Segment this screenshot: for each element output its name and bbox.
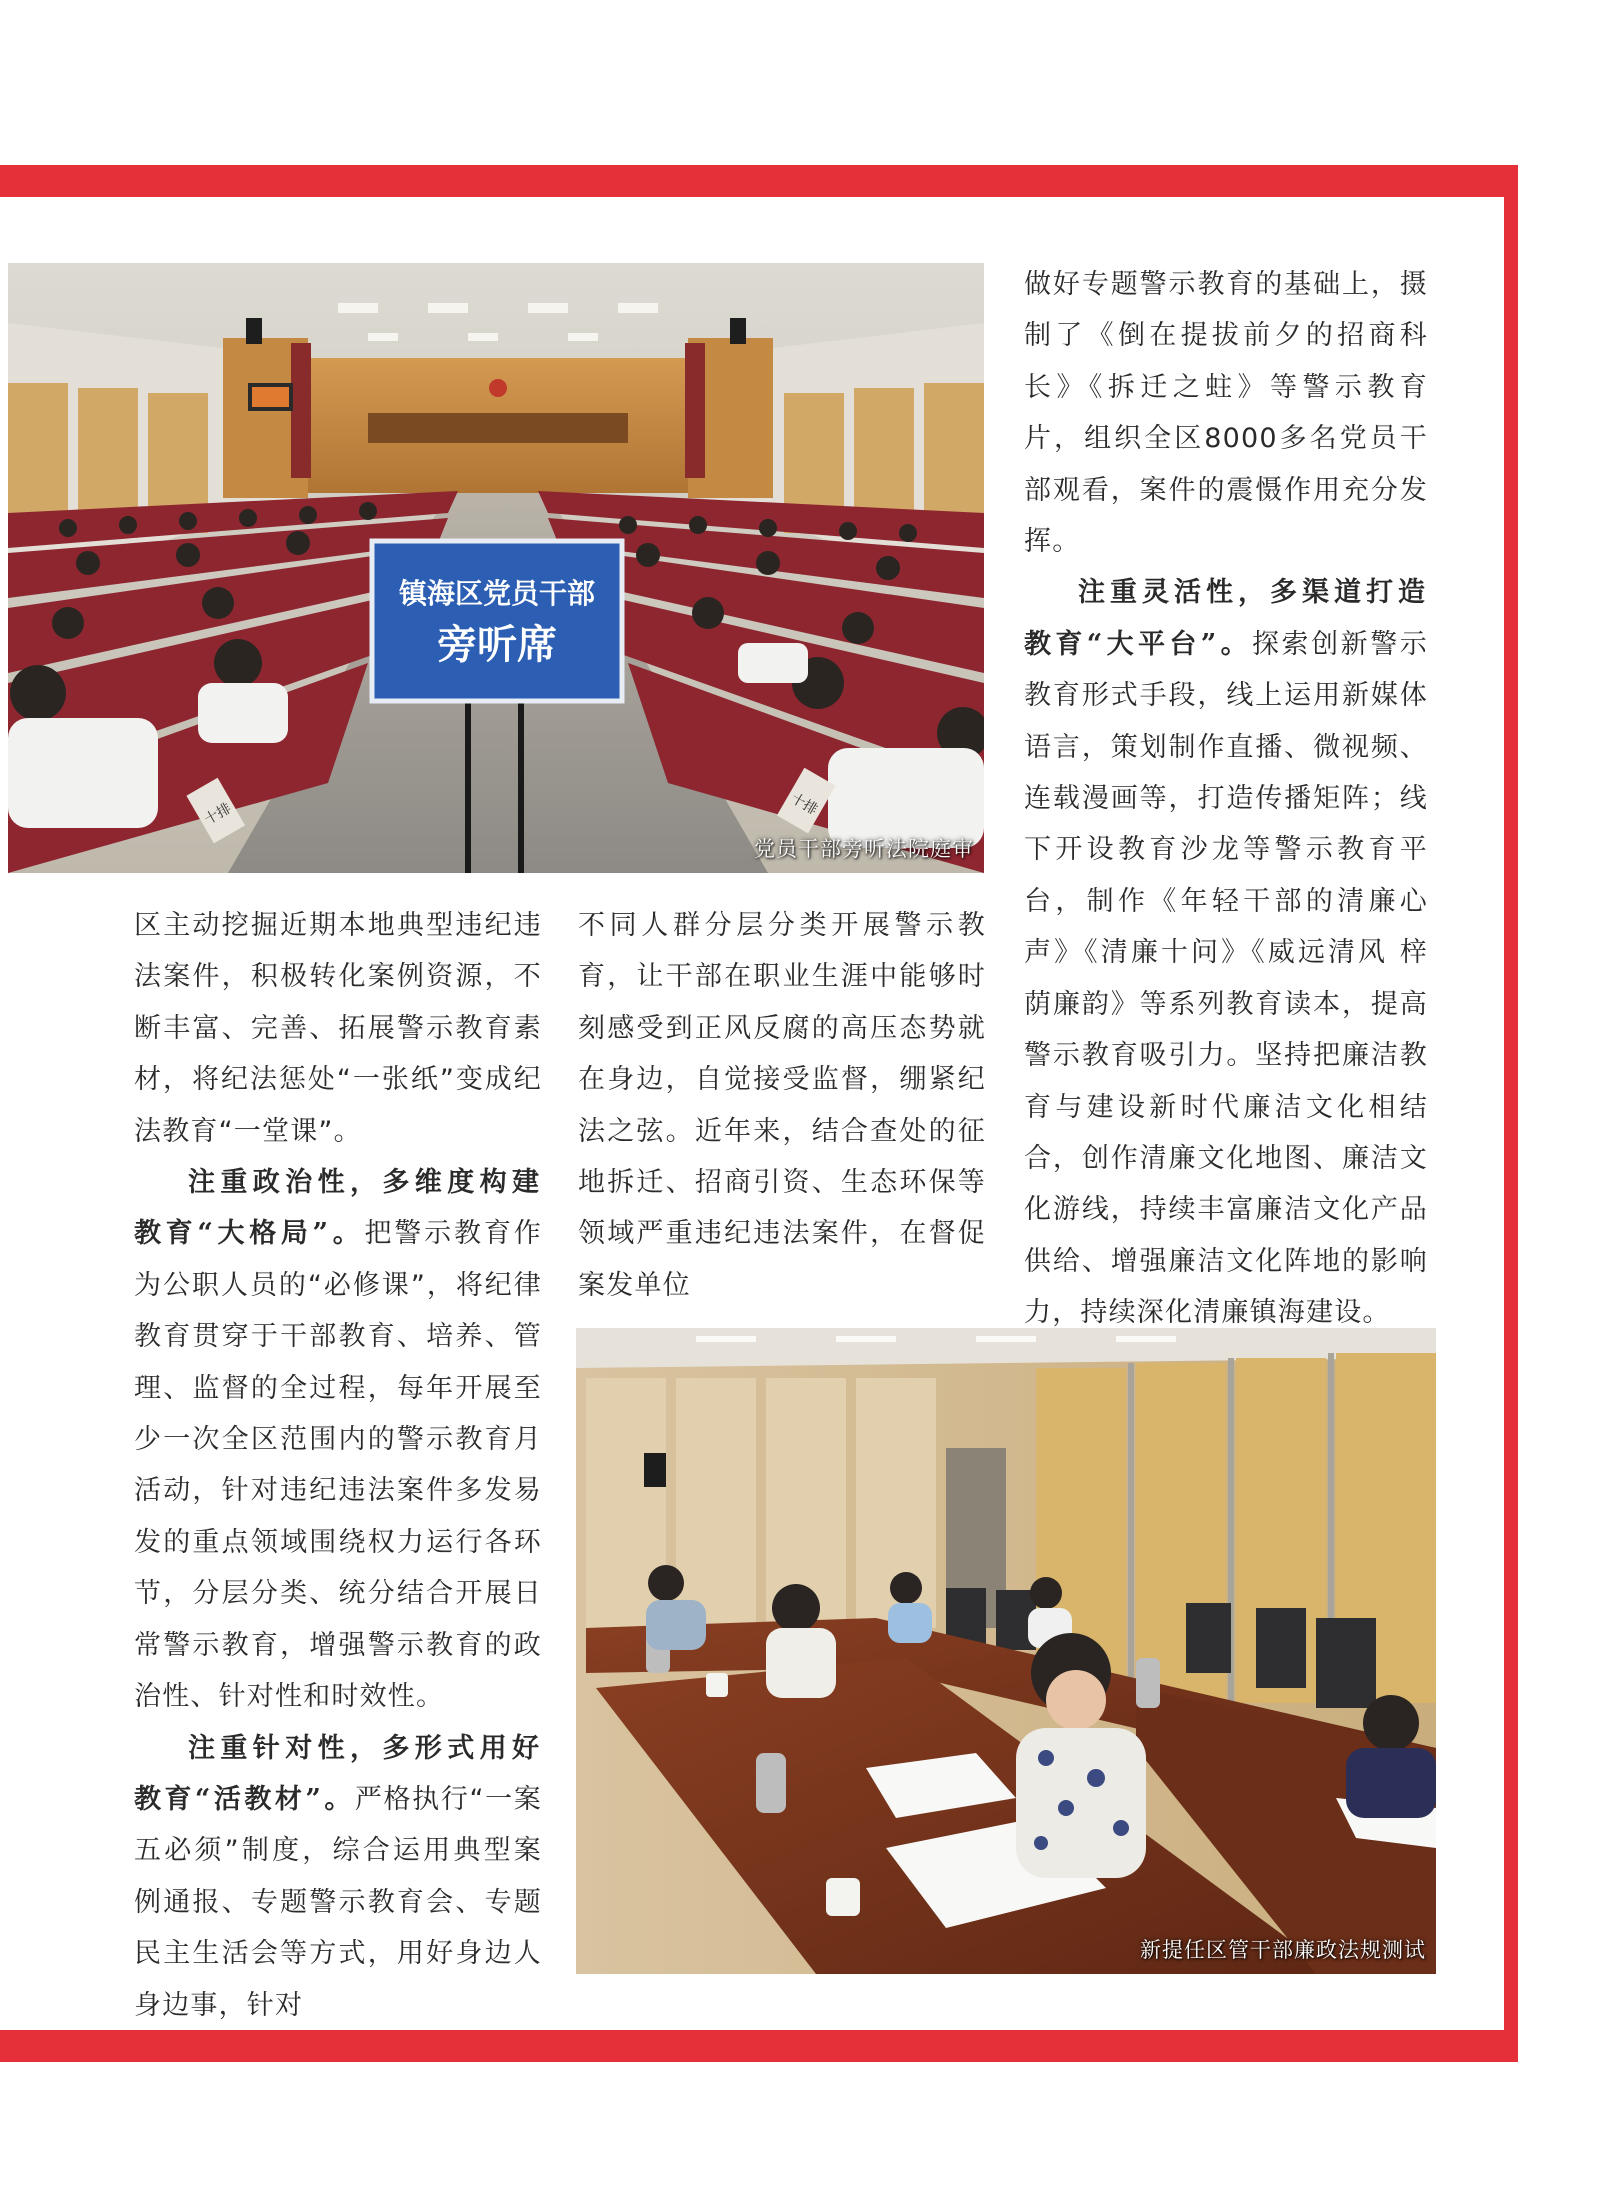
col-middle-paragraph-1: 不同人群分层分类开展警示教育，让干部在职业生涯中能够时刻感受到正风反腐的高压态势就在身边，自觉接受监督，绷紧纪法之弦。近年来，结合查处的征地拆迁、招商引资、生态环保等领域严重违纪违法案件，在督促案发单位 <box>578 910 986 1301</box>
red-frame-top <box>0 165 1518 197</box>
red-frame-right <box>1504 165 1518 2055</box>
courtroom-caption: 党员干部旁听法院庭审 <box>754 837 974 861</box>
sign-line-1: 镇海区党员干部 <box>398 577 596 610</box>
courtroom-illustration <box>8 263 984 873</box>
exam-caption: 新提任区管干部廉政法规测试 <box>1140 1938 1426 1962</box>
heading-political: 注重政治性，多维度构建教育“大格局”。 <box>134 1167 542 1250</box>
column-middle <box>578 900 986 1311</box>
row-tag-left: 十排 <box>201 800 235 829</box>
exam-illustration <box>576 1328 1436 1974</box>
col-right-paragraph-2 <box>1024 567 1428 1338</box>
body-targeted: 严格执行“一案五必须”制度，综合运用典型案例通报、专题警示教育会、专题民主生活会等方式，用好身边人身边事，针对 <box>134 1783 543 2021</box>
body-political: 把警示教育作为公职人员的“必修课”，将纪律教育贯穿于干部教育、培养、管理、监督的全过程，每年开展至少一次全区范围内的警示教育月活动，针对违纪违法案件多发易发的重点领域围绕权力运行各环节，分层分类、统分结合开展日常警示教育，增强警示教育的政治性、针对性和时效性。 <box>134 1218 542 1713</box>
column-right-top <box>1024 259 1428 1339</box>
col-left-paragraph-3 <box>134 1723 542 2031</box>
row-tag-right: 十排 <box>787 790 821 819</box>
column-left <box>134 900 542 2031</box>
sign-line-2: 旁听席 <box>437 622 557 668</box>
col-left-paragraph-1: 区主动挖掘近期本地典型违纪违法案件，积极转化案例资源，不断丰富、完善、拓展警示教育素材，将纪法惩处“一张纸”变成纪法教育“一堂课”。 <box>134 910 542 1147</box>
heading-targeted: 注重针对性，多形式用好教育“活教材”。 <box>134 1732 542 1815</box>
heading-flexibility: 注重灵活性，多渠道打造教育“大平台”。 <box>1024 577 1428 660</box>
body-flexibility: 探索创新警示教育形式手段，线上运用新媒体语言，策划制作直播、微视频、连载漫画等，打造传播矩阵；线下开设教育沙龙等警示教育平台，制作《年轻干部的清廉心声》《清廉十问》《威远清风 梓荫廉韵》等系列教育读本，提高警示教育吸引力。坚持把廉洁教育与建设新时代廉洁文化相结合，创作清廉文化地图、廉洁文化游线，持续丰富廉洁文化产品供给、增强廉洁文化阵地的影响力，持续深化清廉镇海建设。 <box>1024 628 1429 1329</box>
red-frame-bottom <box>0 2030 1518 2062</box>
col-right-paragraph-1: 做好专题警示教育的基础上，摄制了《倒在提拔前夕的招商科长》《拆迁之蛀》等警示教育片，组织全区8000多名党员干部观看，案件的震慑作用充分发挥。 <box>1024 269 1428 558</box>
col-left-paragraph-2 <box>134 1157 542 1722</box>
courtroom-photo <box>8 263 984 873</box>
exam-photo <box>576 1328 1436 1974</box>
